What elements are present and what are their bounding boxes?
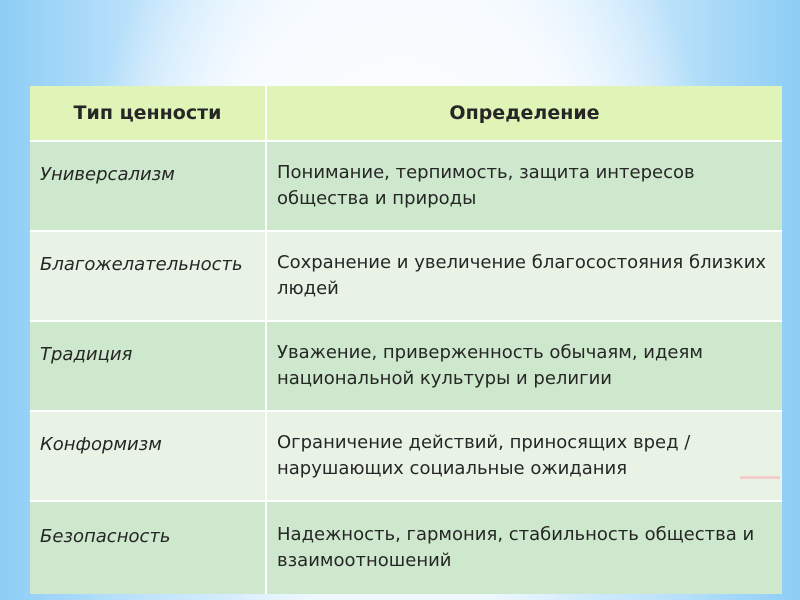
value-definition-cell: Надежность, гармония, стабильность общества и взаимоотношений <box>266 501 782 594</box>
table-row <box>30 411 782 501</box>
value-definition-cell: Понимание, терпимость, защита интересов общества и природы <box>266 141 782 231</box>
value-type-cell: Конформизм <box>30 411 266 501</box>
value-definition-cell: Ограничение действий, приносящих вред / нарушающих социальные ожидания <box>266 411 782 501</box>
table-row <box>30 321 782 411</box>
value-definition-cell: Сохранение и увеличение благосостояния близких людей <box>266 231 782 321</box>
table-edge-mark <box>740 476 780 479</box>
value-type-cell: Универсализм <box>30 141 266 231</box>
table-row <box>30 501 782 594</box>
table-row <box>30 141 782 231</box>
value-type-cell: Безопасность <box>30 501 266 594</box>
value-type-cell: Благожелательность <box>30 231 266 321</box>
value-type-cell: Традиция <box>30 321 266 411</box>
values-table <box>30 86 782 594</box>
table-row <box>30 231 782 321</box>
header-type: Тип ценности <box>30 86 266 141</box>
value-definition-cell: Уважение, приверженность обычаям, идеям национальной культуры и религии <box>266 321 782 411</box>
header-definition: Определение <box>266 86 782 141</box>
table-header-row <box>30 86 782 141</box>
